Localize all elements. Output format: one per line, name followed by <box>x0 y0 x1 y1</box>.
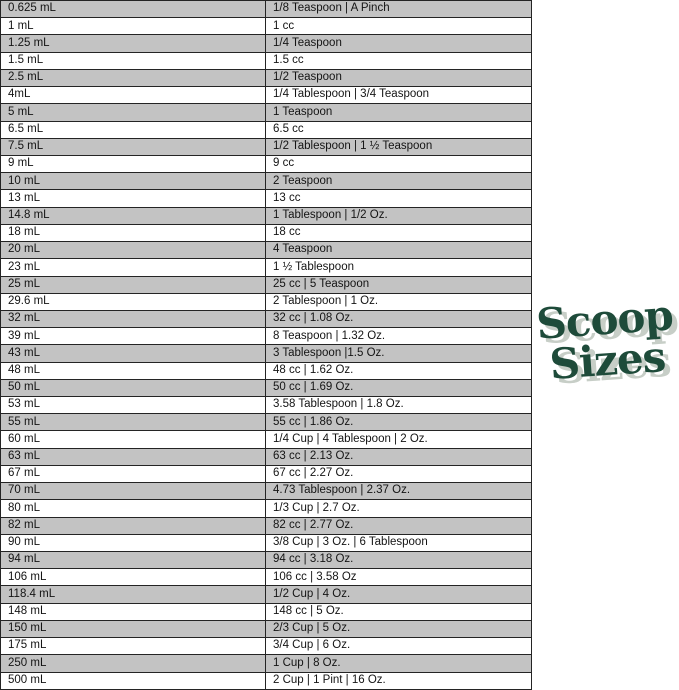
table-row <box>1 173 532 190</box>
table-row <box>1 277 532 294</box>
equivalent-cell: 55 cc | 1.86 Oz. <box>266 414 532 430</box>
table-row <box>1 552 532 569</box>
equivalent-cell: 1 ½ Tablespoon <box>266 259 532 275</box>
milliliters-cell: 1.25 mL <box>1 35 266 51</box>
milliliters-cell: 55 mL <box>1 414 266 430</box>
equivalent-cell: 1/2 Cup | 4 Oz. <box>266 586 532 602</box>
table-row <box>1 104 532 121</box>
milliliters-cell: 25 mL <box>1 277 266 293</box>
equivalent-cell: 1/8 Teaspoon | A Pinch <box>266 1 532 17</box>
equivalent-cell: 2 Tablespoon | 1 Oz. <box>266 294 532 310</box>
table-row <box>1 242 532 259</box>
table-row <box>1 518 532 535</box>
table-row <box>1 604 532 621</box>
equivalent-cell: 6.5 cc <box>266 122 532 138</box>
equivalent-cell: 2 Teaspoon <box>266 173 532 189</box>
table-row <box>1 345 532 362</box>
table-row <box>1 655 532 672</box>
milliliters-cell: 53 mL <box>1 397 266 413</box>
milliliters-cell: 94 mL <box>1 552 266 568</box>
table-row <box>1 500 532 517</box>
table-row <box>1 259 532 276</box>
milliliters-cell: 20 mL <box>1 242 266 258</box>
table-row <box>1 53 532 70</box>
equivalent-cell: 3.58 Tablespoon | 1.8 Oz. <box>266 397 532 413</box>
milliliters-cell: 5 mL <box>1 104 266 120</box>
table-row <box>1 156 532 173</box>
milliliters-cell: 39 mL <box>1 328 266 344</box>
milliliters-cell: 10 mL <box>1 173 266 189</box>
equivalent-cell: 9 cc <box>266 156 532 172</box>
table-row <box>1 638 532 655</box>
equivalent-cell: 94 cc | 3.18 Oz. <box>266 552 532 568</box>
milliliters-cell: 29.6 mL <box>1 294 266 310</box>
equivalent-cell: 50 cc | 1.69 Oz. <box>266 380 532 396</box>
equivalent-cell: 63 cc | 2.13 Oz. <box>266 449 532 465</box>
milliliters-cell: 118.4 mL <box>1 586 266 602</box>
milliliters-cell: 80 mL <box>1 500 266 516</box>
table-row <box>1 621 532 638</box>
milliliters-cell: 6.5 mL <box>1 122 266 138</box>
table-row <box>1 294 532 311</box>
table-row <box>1 18 532 35</box>
equivalent-cell: 82 cc | 2.77 Oz. <box>266 518 532 534</box>
equivalent-cell: 1 cc <box>266 18 532 34</box>
milliliters-cell: 90 mL <box>1 535 266 551</box>
equivalent-cell: 4 Teaspoon <box>266 242 532 258</box>
milliliters-cell: 70 mL <box>1 483 266 499</box>
table-row <box>1 569 532 586</box>
equivalent-cell: 1/2 Tablespoon | 1 ½ Teaspoon <box>266 139 532 155</box>
equivalent-cell: 13 cc <box>266 190 532 206</box>
equivalent-cell: 3/8 Cup | 3 Oz. | 6 Tablespoon <box>266 535 532 551</box>
table-row <box>1 70 532 87</box>
milliliters-cell: 148 mL <box>1 604 266 620</box>
logo-line-1: Scoop <box>534 290 675 349</box>
table-row <box>1 311 532 328</box>
table-row <box>1 190 532 207</box>
table-row <box>1 328 532 345</box>
logo-line-2: Sizes <box>548 331 667 389</box>
table-row <box>1 466 532 483</box>
milliliters-cell: 60 mL <box>1 431 266 447</box>
milliliters-cell: 250 mL <box>1 655 266 671</box>
equivalent-cell: 1/2 Teaspoon <box>266 70 532 86</box>
equivalent-cell: 4.73 Tablespoon | 2.37 Oz. <box>266 483 532 499</box>
equivalent-cell: 25 cc | 5 Teaspoon <box>266 277 532 293</box>
milliliters-cell: 13 mL <box>1 190 266 206</box>
equivalent-cell: 1 Teaspoon <box>266 104 532 120</box>
table-row <box>1 1 532 18</box>
milliliters-cell: 0.625 mL <box>1 1 266 17</box>
table-row <box>1 122 532 139</box>
table-row <box>1 139 532 156</box>
equivalent-cell: 2 Cup | 1 Pint | 16 Oz. <box>266 673 532 689</box>
equivalent-cell: 3/4 Cup | 6 Oz. <box>266 638 532 654</box>
milliliters-cell: 106 mL <box>1 569 266 585</box>
milliliters-cell: 14.8 mL <box>1 208 266 224</box>
equivalent-cell: 32 cc | 1.08 Oz. <box>266 311 532 327</box>
table-row <box>1 586 532 603</box>
milliliters-cell: 150 mL <box>1 621 266 637</box>
equivalent-cell: 2/3 Cup | 5 Oz. <box>266 621 532 637</box>
table-row <box>1 397 532 414</box>
milliliters-cell: 82 mL <box>1 518 266 534</box>
equivalent-cell: 1/4 Tablespoon | 3/4 Teaspoon <box>266 87 532 103</box>
milliliters-cell: 50 mL <box>1 380 266 396</box>
equivalent-cell: 48 cc | 1.62 Oz. <box>266 363 532 379</box>
table-row <box>1 208 532 225</box>
milliliters-cell: 23 mL <box>1 259 266 275</box>
table-row <box>1 87 532 104</box>
scoop-sizes-logo <box>531 290 679 389</box>
equivalent-cell: 1 Cup | 8 Oz. <box>266 655 532 671</box>
milliliters-cell: 4mL <box>1 87 266 103</box>
milliliters-cell: 67 mL <box>1 466 266 482</box>
table-row <box>1 673 532 690</box>
milliliters-cell: 32 mL <box>1 311 266 327</box>
milliliters-cell: 18 mL <box>1 225 266 241</box>
equivalent-cell: 18 cc <box>266 225 532 241</box>
equivalent-cell: 1 Tablespoon | 1/2 Oz. <box>266 208 532 224</box>
equivalent-cell: 1/4 Cup | 4 Tablespoon | 2 Oz. <box>266 431 532 447</box>
table-row <box>1 449 532 466</box>
milliliters-cell: 2.5 mL <box>1 70 266 86</box>
table-row <box>1 483 532 500</box>
table-row <box>1 363 532 380</box>
equivalent-cell: 1.5 cc <box>266 53 532 69</box>
milliliters-cell: 500 mL <box>1 673 266 689</box>
table-row <box>1 380 532 397</box>
milliliters-cell: 63 mL <box>1 449 266 465</box>
equivalent-cell: 1/4 Teaspoon <box>266 35 532 51</box>
equivalent-cell: 1/3 Cup | 2.7 Oz. <box>266 500 532 516</box>
table-row <box>1 431 532 448</box>
table-row <box>1 535 532 552</box>
milliliters-cell: 1.5 mL <box>1 53 266 69</box>
milliliters-cell: 175 mL <box>1 638 266 654</box>
equivalent-cell: 8 Teaspoon | 1.32 Oz. <box>266 328 532 344</box>
equivalent-cell: 106 cc | 3.58 Oz <box>266 569 532 585</box>
table-row <box>1 35 532 52</box>
milliliters-cell: 7.5 mL <box>1 139 266 155</box>
table-row <box>1 225 532 242</box>
equivalent-cell: 67 cc | 2.27 Oz. <box>266 466 532 482</box>
table-row <box>1 414 532 431</box>
equivalent-cell: 3 Tablespoon |1.5 Oz. <box>266 345 532 361</box>
milliliters-cell: 43 mL <box>1 345 266 361</box>
milliliters-cell: 9 mL <box>1 156 266 172</box>
equivalent-cell: 148 cc | 5 Oz. <box>266 604 532 620</box>
milliliters-cell: 1 mL <box>1 18 266 34</box>
milliliters-cell: 48 mL <box>1 363 266 379</box>
